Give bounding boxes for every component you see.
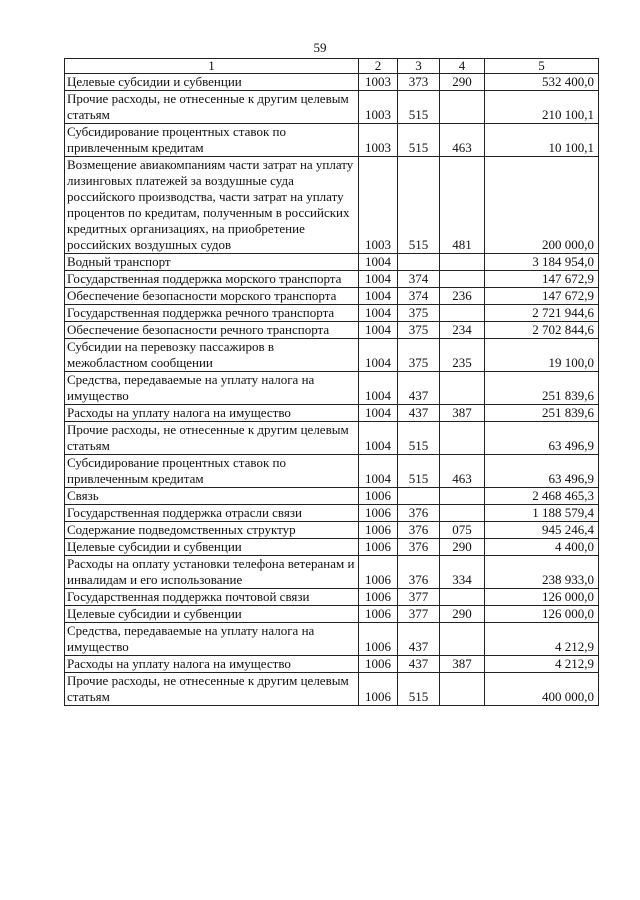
table-row — [65, 372, 599, 405]
row-amount-cell: 10 100,1 — [485, 124, 599, 157]
row-expense-cell: 236 — [440, 288, 485, 305]
row-article-cell: 515 — [398, 455, 440, 488]
row-expense-cell: 290 — [440, 539, 485, 556]
table-row — [65, 623, 599, 656]
row-section-cell: 1004 — [359, 372, 398, 405]
row-expense-cell: 387 — [440, 656, 485, 673]
row-amount-cell: 126 000,0 — [485, 606, 599, 623]
table-row — [65, 589, 599, 606]
row-amount-cell: 1 188 579,4 — [485, 505, 599, 522]
row-expense-cell: 290 — [440, 74, 485, 91]
row-section-cell: 1003 — [359, 74, 398, 91]
row-section-cell: 1004 — [359, 455, 398, 488]
row-expense-cell: 290 — [440, 606, 485, 623]
row-section-cell: 1006 — [359, 673, 398, 706]
row-amount-cell: 19 100,0 — [485, 339, 599, 372]
row-amount-cell: 238 933,0 — [485, 556, 599, 589]
row-article-cell: 376 — [398, 505, 440, 522]
row-article-cell: 515 — [398, 673, 440, 706]
row-expense-cell — [440, 422, 485, 455]
row-expense-cell — [440, 372, 485, 405]
row-article-cell: 373 — [398, 74, 440, 91]
row-article-cell: 374 — [398, 288, 440, 305]
table-row — [65, 455, 599, 488]
row-name-cell: Расходы на оплату установки телефона ветеранам и инвалидам и его использование — [65, 556, 359, 589]
row-name-cell: Государственная поддержка морского транспорта — [65, 271, 359, 288]
header-row — [65, 59, 599, 74]
row-section-cell: 1006 — [359, 623, 398, 656]
table-row — [65, 656, 599, 673]
row-section-cell: 1006 — [359, 522, 398, 539]
row-amount-cell: 147 672,9 — [485, 271, 599, 288]
row-name-cell: Государственная поддержка почтовой связи — [65, 589, 359, 606]
row-amount-cell: 63 496,9 — [485, 455, 599, 488]
row-article-cell: 374 — [398, 271, 440, 288]
row-section-cell: 1004 — [359, 422, 398, 455]
row-name-cell: Целевые субсидии и субвенции — [65, 606, 359, 623]
table-row — [65, 505, 599, 522]
row-name-cell: Прочие расходы, не отнесенные к другим целевым статьям — [65, 91, 359, 124]
row-article-cell: 515 — [398, 157, 440, 254]
row-section-cell: 1003 — [359, 91, 398, 124]
row-section-cell: 1004 — [359, 339, 398, 372]
row-name-cell: Государственная поддержка речного транспорта — [65, 305, 359, 322]
row-section-cell: 1004 — [359, 254, 398, 271]
row-amount-cell: 4 212,9 — [485, 623, 599, 656]
row-expense-cell — [440, 91, 485, 124]
row-section-cell: 1004 — [359, 322, 398, 339]
page-number: 59 — [313, 40, 327, 55]
row-expense-cell — [440, 589, 485, 606]
row-section-cell: 1006 — [359, 488, 398, 505]
row-amount-cell: 400 000,0 — [485, 673, 599, 706]
table-row — [65, 322, 599, 339]
table-row — [65, 91, 599, 124]
row-section-cell: 1006 — [359, 656, 398, 673]
row-section-cell: 1006 — [359, 589, 398, 606]
row-amount-cell: 200 000,0 — [485, 157, 599, 254]
table-row — [65, 339, 599, 372]
row-name-cell: Обеспечение безопасности речного транспорта — [65, 322, 359, 339]
table-row — [65, 606, 599, 623]
header-cell-name: 1 — [65, 59, 359, 74]
row-name-cell: Целевые субсидии и субвенции — [65, 74, 359, 91]
row-name-cell: Субсидирование процентных ставок по привлеченным кредитам — [65, 455, 359, 488]
row-expense-cell — [440, 673, 485, 706]
table-row — [65, 488, 599, 505]
table-row — [65, 124, 599, 157]
row-amount-cell: 63 496,9 — [485, 422, 599, 455]
row-article-cell: 437 — [398, 623, 440, 656]
row-amount-cell: 251 839,6 — [485, 372, 599, 405]
row-amount-cell: 251 839,6 — [485, 405, 599, 422]
row-article-cell: 376 — [398, 522, 440, 539]
table-row — [65, 305, 599, 322]
table-row — [65, 271, 599, 288]
row-name-cell: Средства, передаваемые на уплату налога на имущество — [65, 372, 359, 405]
row-name-cell: Прочие расходы, не отнесенные к другим целевым статьям — [65, 422, 359, 455]
row-section-cell: 1004 — [359, 305, 398, 322]
row-article-cell: 515 — [398, 422, 440, 455]
row-name-cell: Субсидирование процентных ставок по привлеченным кредитам — [65, 124, 359, 157]
row-name-cell: Государственная поддержка отрасли связи — [65, 505, 359, 522]
row-expense-cell: 234 — [440, 322, 485, 339]
row-article-cell: 375 — [398, 322, 440, 339]
table-row — [65, 405, 599, 422]
table-row — [65, 74, 599, 91]
row-section-cell: 1003 — [359, 157, 398, 254]
row-amount-cell: 210 100,1 — [485, 91, 599, 124]
row-article-cell: 437 — [398, 372, 440, 405]
row-article-cell: 515 — [398, 124, 440, 157]
row-amount-cell: 147 672,9 — [485, 288, 599, 305]
row-expense-cell — [440, 271, 485, 288]
row-name-cell: Возмещение авиакомпаниям части затрат на уплату лизинговых платежей за воздушные суда российского производства, части затрат на уплату процентов по кредитам, полученным в российских кредитных организациях, на приобретение российских воздушных судов — [65, 157, 359, 254]
row-amount-cell: 2 468 465,3 — [485, 488, 599, 505]
row-section-cell: 1004 — [359, 271, 398, 288]
row-article-cell: 376 — [398, 556, 440, 589]
table-row — [65, 539, 599, 556]
table-row — [65, 673, 599, 706]
row-name-cell: Содержание подведомственных структур — [65, 522, 359, 539]
row-amount-cell: 4 400,0 — [485, 539, 599, 556]
row-expense-cell: 235 — [440, 339, 485, 372]
row-amount-cell: 3 184 954,0 — [485, 254, 599, 271]
row-section-cell: 1006 — [359, 606, 398, 623]
row-expense-cell — [440, 488, 485, 505]
row-expense-cell — [440, 305, 485, 322]
row-article-cell: 376 — [398, 539, 440, 556]
row-article-cell — [398, 488, 440, 505]
row-name-cell: Средства, передаваемые на уплату налога на имущество — [65, 623, 359, 656]
table-row — [65, 157, 599, 254]
table-row — [65, 254, 599, 271]
table-row — [65, 422, 599, 455]
row-section-cell: 1004 — [359, 288, 398, 305]
row-article-cell: 515 — [398, 91, 440, 124]
row-expense-cell — [440, 623, 485, 656]
header-cell-section: 2 — [359, 59, 398, 74]
row-amount-cell: 126 000,0 — [485, 589, 599, 606]
row-article-cell: 375 — [398, 305, 440, 322]
row-article-cell: 377 — [398, 606, 440, 623]
row-name-cell: Расходы на уплату налога на имущество — [65, 405, 359, 422]
row-expense-cell: 463 — [440, 124, 485, 157]
row-section-cell: 1006 — [359, 539, 398, 556]
row-section-cell: 1006 — [359, 556, 398, 589]
row-amount-cell: 4 212,9 — [485, 656, 599, 673]
row-expense-cell: 387 — [440, 405, 485, 422]
row-expense-cell: 075 — [440, 522, 485, 539]
row-article-cell: 437 — [398, 656, 440, 673]
row-amount-cell: 532 400,0 — [485, 74, 599, 91]
row-expense-cell: 463 — [440, 455, 485, 488]
row-name-cell: Водный транспорт — [65, 254, 359, 271]
header-cell-article: 3 — [398, 59, 440, 74]
row-expense-cell — [440, 254, 485, 271]
budget-table — [64, 58, 599, 706]
row-section-cell: 1003 — [359, 124, 398, 157]
table-row — [65, 288, 599, 305]
row-section-cell: 1006 — [359, 505, 398, 522]
row-name-cell: Обеспечение безопасности морского транспорта — [65, 288, 359, 305]
row-expense-cell — [440, 505, 485, 522]
row-name-cell: Прочие расходы, не отнесенные к другим целевым статьям — [65, 673, 359, 706]
row-name-cell: Целевые субсидии и субвенции — [65, 539, 359, 556]
row-article-cell: 377 — [398, 589, 440, 606]
row-amount-cell: 2 721 944,6 — [485, 305, 599, 322]
row-amount-cell: 2 702 844,6 — [485, 322, 599, 339]
row-amount-cell: 945 246,4 — [485, 522, 599, 539]
row-expense-cell: 481 — [440, 157, 485, 254]
row-article-cell — [398, 254, 440, 271]
row-name-cell: Субсидии на перевозку пассажиров в межобластном сообщении — [65, 339, 359, 372]
row-expense-cell: 334 — [440, 556, 485, 589]
row-name-cell: Расходы на уплату налога на имущество — [65, 656, 359, 673]
row-article-cell: 375 — [398, 339, 440, 372]
row-section-cell: 1004 — [359, 405, 398, 422]
table-row — [65, 522, 599, 539]
row-article-cell: 437 — [398, 405, 440, 422]
row-name-cell: Связь — [65, 488, 359, 505]
header-cell-amount: 5 — [485, 59, 599, 74]
table-row — [65, 556, 599, 589]
header-cell-expense: 4 — [440, 59, 485, 74]
